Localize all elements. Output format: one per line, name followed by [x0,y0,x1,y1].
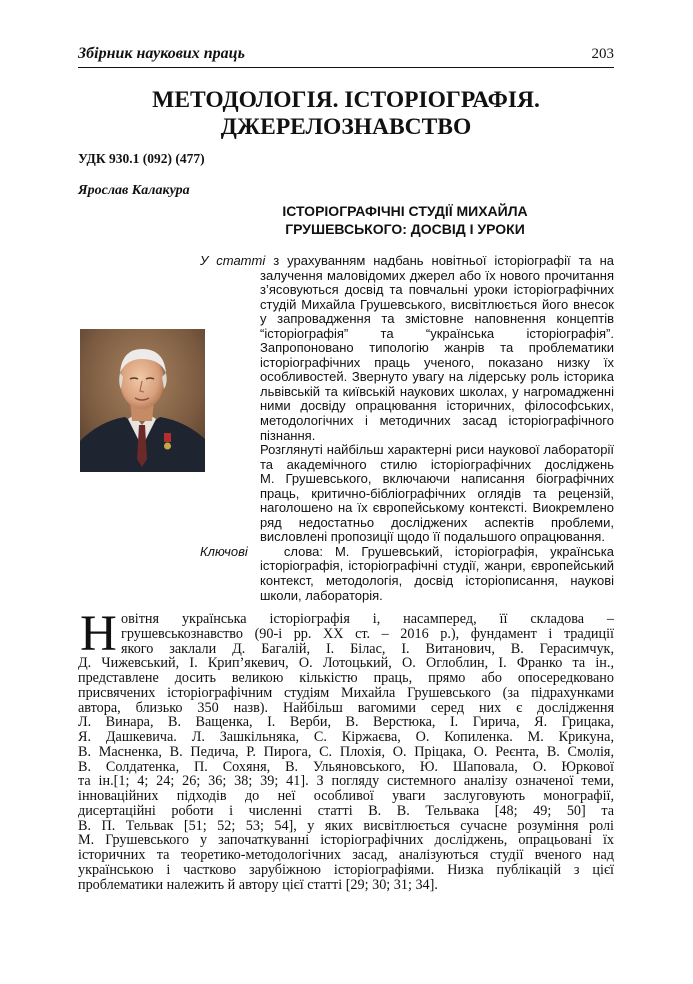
abstract-lead: У статті [200,254,266,268]
abstract-line: праць, критично-бібліографічних оглядів та рецензій, [260,486,614,501]
abstract-line: ряд недостатньо досліджених аспектів проблеми, [260,515,614,530]
abstract-line: львівській та київській наукових школах, у нагромадженні [260,384,614,399]
body-line: проблематики належить й автору цієї статті [29; 30; 31; 34]. [78,877,438,893]
body-line: інноваційних підходів до неї особливої уваги заслуговують монографії, [78,789,614,804]
abstract-line: пізнання. [260,427,316,443]
section-title [78,87,614,141]
abstract-line: та академічного стилю історіографічних досліджень [260,457,614,472]
body-line: якого заклали Д. Багалій, І. Білас, І. Витанович, В. Герасимчук, [121,641,614,657]
body-text [78,606,614,893]
abstract-line: У статті з урахуванням надбань новітньої історіографії та на [200,254,614,268]
body-line: Л. Винара, В. Ващенка, І. Верби, В. Верстюка, І. Гирича, Я. Грицака, [78,715,614,730]
author-portrait [80,329,205,472]
abstract [200,254,614,603]
body-line: дисертаційні роботи і численні статті В. В. Тельвака [48; 49; 50] та [78,803,614,819]
body-line: українською і частково зарубіжною історіографіями. Низка публікацій з цієї [78,862,614,878]
abstract-line: Розглянуті найбільш характерні риси наукової лабораторії [260,443,614,458]
body-line: історичних та теоретико-методологічних засад, аналізуються студії вченого над [78,848,614,863]
section-title-line-1: МЕТОДОЛОГІЯ. ІСТОРІОГРАФІЯ. [152,87,540,113]
udk-code: УДК 930.1 (092) (477) [78,151,205,166]
abstract-line: М. Грушевського, включаючи написання біографічних [260,472,614,487]
keywords-line: контекст, методологія, досвід історіописання, наукові [260,574,614,589]
journal-title: Збірник наукових праць [78,45,245,62]
keywords-line: Ключові слова: М. Грушевський, історіографія, українська [200,544,614,559]
abstract-line: студій Михайла Грушевського, висвітлюється його внесок [260,297,614,312]
body-line: В. П. Тельвак [51; 52; 53; 54], у яких висвітлюється сучасне розуміння ролі [78,818,614,834]
portrait-drawing [80,329,205,472]
abstract-line: висловлені пропозиції щодо її подальшого опрацювання. [260,529,605,545]
abstract-line: залучення маловідомих джерел або їх нового прочитання [260,268,614,283]
header-divider [78,67,614,68]
body-line: та ін.[1; 4; 24; 26; 36; 38; 39; 41]. З погляду системного аналізу означеної теми, [78,774,614,789]
abstract-line: методологічних і методичних засад історіографічного [260,414,614,429]
keywords-label: Ключові [200,544,248,559]
abstract-line: Запропоновано типологію жанрів та проблематики [260,341,614,356]
body-line: овітня українська історіографія і, насамперед, її складова – [121,612,614,627]
body-line: В. Солдатенка, П. Сохяня, В. Ульяновського, Ю. Шаповала, О. Юркової [78,759,614,775]
body-line: М. Грушевського у започаткуванні історіографічних досліджень, опрацьовані їх [78,833,614,848]
abstract-line: історіографічних праць ученого, показано низку їх [260,355,614,370]
body-line: представлене досить великою кількістю праць, прямо або опосередковано [78,671,614,686]
article-title [240,202,570,238]
body-line: грушевськознавство (90-і рр. ХХ ст. – 2016 р.), фундамент і традиції [121,626,614,642]
article-title-line-1: ІСТОРІОГРАФІЧНІ СТУДІЇ МИХАЙЛА [282,203,528,219]
body-line: Я. Дашкевича. Л. Зашкільняка, С. Кіржаєва, О. Копиленка. М. Крикуна, [78,730,614,745]
body-line: Д. Чижевський, І. Крип’якевич, О. Лотоцький, О. Оглоблин, І. Франко та ін., [78,656,614,671]
body-line: автора, близько 350 назв). Найбільш вагомими серед них є дослідження [78,700,614,716]
abstract-line: ними досвіду опрацювання історичних, філософських, [260,399,614,414]
article-title-line-2: ГРУШЕВСЬКОГО: ДОСВІД І УРОКИ [285,221,525,237]
abstract-line: у запровадження та змістовне наповнення концептів [260,312,614,327]
abstract-line: з’ясовуються досвід та повчальні уроки історіографічних [260,283,614,298]
drop-cap: Н [80,606,117,662]
body-line: В. Масненка, В. Педича, Р. Пирога, С. Плохія, О. Пріцака, О. Реєнта, В. Смолія, [78,744,614,760]
body-line: присвячених історіографічним студіям Михайла Грушевського (за підрахунками [78,685,614,701]
keywords-line: школи, лабораторія. [260,587,383,603]
abstract-line: “історіографія” та “українська історіографія”. [260,326,614,341]
abstract-line: особливостей. Звернуто увагу на лідерську роль історика [260,370,614,385]
section-title-line-2: ДЖЕРЕЛОЗНАВСТВО [220,114,472,140]
author-name: Ярослав Калакура [78,183,190,198]
page-number: 203 [591,46,614,62]
abstract-line: наголошено на їх європейському контексті. Виокремлено [260,501,614,516]
running-header [78,45,614,65]
keywords-line: історіографія, історіографічні студії, жанри, європейський [260,559,614,574]
